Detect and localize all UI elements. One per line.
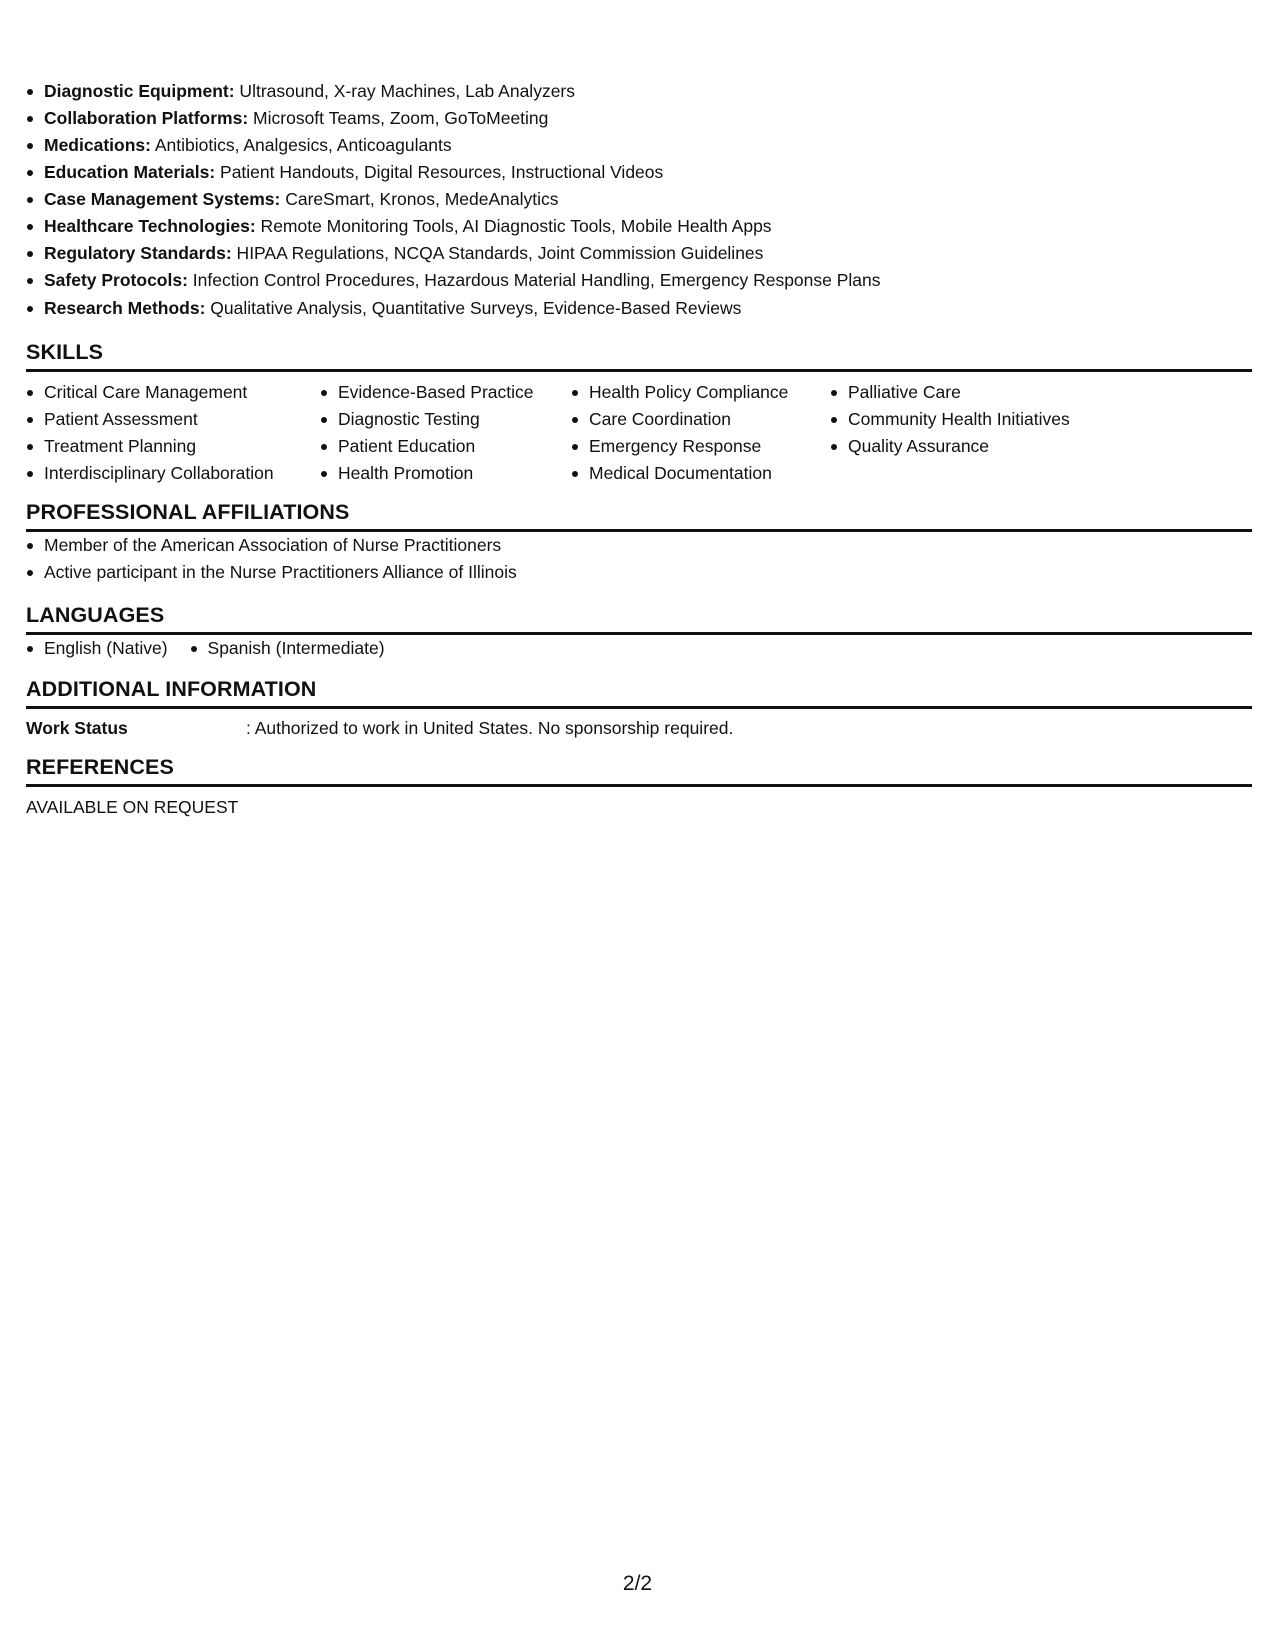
list-item	[26, 105, 1252, 132]
list-item: Active participant in the Nurse Practitioners Alliance of Illinois	[26, 559, 1252, 586]
skills-column	[26, 379, 320, 487]
additional-info-section	[26, 676, 1252, 740]
tool-category: Safety Protocols:	[44, 270, 188, 290]
work-status-row	[26, 716, 1252, 740]
tool-category: Diagnostic Equipment:	[44, 81, 235, 101]
list-item: Patient Assessment	[26, 406, 320, 433]
languages-section	[26, 602, 1252, 662]
tool-category: Education Materials:	[44, 162, 216, 182]
tools-list	[26, 78, 1252, 322]
resume-page-2	[26, 78, 1252, 819]
list-item	[26, 132, 1252, 159]
skills-section	[26, 339, 1252, 487]
list-item	[26, 267, 1252, 294]
list-item: Health Policy Compliance	[571, 379, 830, 406]
section-heading-languages: LANGUAGES	[26, 602, 1252, 635]
tool-category: Case Management Systems:	[44, 189, 281, 209]
tool-category: Healthcare Technologies:	[44, 216, 256, 236]
section-heading-additional-info: ADDITIONAL INFORMATION	[26, 676, 1252, 709]
list-item: Quality Assurance	[830, 433, 1130, 460]
affiliations-section	[26, 499, 1252, 586]
skills-column	[830, 379, 1130, 487]
list-item	[26, 213, 1252, 240]
list-item: Treatment Planning	[26, 433, 320, 460]
tool-category: Research Methods:	[44, 298, 206, 318]
tool-values: Remote Monitoring Tools, AI Diagnostic Tools, Mobile Health Apps	[255, 216, 772, 236]
list-item: Health Promotion	[320, 460, 571, 487]
list-item: Spanish (Intermediate)	[190, 635, 385, 662]
list-item: Care Coordination	[571, 406, 830, 433]
page-number: 2/2	[622, 1572, 653, 1595]
work-status-value: : Authorized to work in United States. No sponsorship required.	[246, 718, 734, 738]
list-item: Patient Education	[320, 433, 571, 460]
list-item: Community Health Initiatives	[830, 406, 1130, 433]
list-item	[26, 78, 1252, 105]
tool-values: CareSmart, Kronos, MedeAnalytics	[280, 189, 559, 209]
list-item: Interdisciplinary Collaboration	[26, 460, 320, 487]
list-item: Evidence-Based Practice	[320, 379, 571, 406]
languages-list	[26, 635, 1252, 662]
tool-category: Collaboration Platforms:	[44, 108, 249, 128]
list-item	[26, 295, 1252, 322]
section-heading-references: REFERENCES	[26, 754, 1252, 787]
tool-values: HIPAA Regulations, NCQA Standards, Joint Commission Guidelines	[231, 243, 764, 263]
tool-values: Qualitative Analysis, Quantitative Surveys, Evidence-Based Reviews	[205, 298, 742, 318]
list-item: Member of the American Association of Nurse Practitioners	[26, 532, 1252, 559]
tool-values: Microsoft Teams, Zoom, GoToMeeting	[248, 108, 549, 128]
skills-grid	[26, 379, 1252, 487]
list-item: English (Native)	[26, 635, 168, 662]
references-text: AVAILABLE ON REQUEST	[26, 797, 239, 817]
work-status-label: Work Status	[26, 718, 128, 738]
list-item: Critical Care Management	[26, 379, 320, 406]
skills-column	[320, 379, 571, 487]
tool-category: Regulatory Standards:	[44, 243, 232, 263]
tool-values: Patient Handouts, Digital Resources, Instructional Videos	[215, 162, 664, 182]
skills-column	[571, 379, 830, 487]
tool-values: Antibiotics, Analgesics, Anticoagulants	[150, 135, 452, 155]
list-item: Medical Documentation	[571, 460, 830, 487]
list-item: Diagnostic Testing	[320, 406, 571, 433]
list-item: Emergency Response	[571, 433, 830, 460]
list-item: Palliative Care	[830, 379, 1130, 406]
tool-category: Medications:	[44, 135, 151, 155]
section-heading-affiliations: PROFESSIONAL AFFILIATIONS	[26, 499, 1252, 532]
section-heading-skills: SKILLS	[26, 339, 1252, 372]
tool-values: Ultrasound, X-ray Machines, Lab Analyzers	[234, 81, 576, 101]
references-section	[26, 754, 1252, 819]
tool-values: Infection Control Procedures, Hazardous Material Handling, Emergency Response Plans	[187, 270, 881, 290]
list-item	[26, 159, 1252, 186]
list-item	[26, 186, 1252, 213]
list-item	[26, 240, 1252, 267]
affiliations-list	[26, 532, 1252, 586]
